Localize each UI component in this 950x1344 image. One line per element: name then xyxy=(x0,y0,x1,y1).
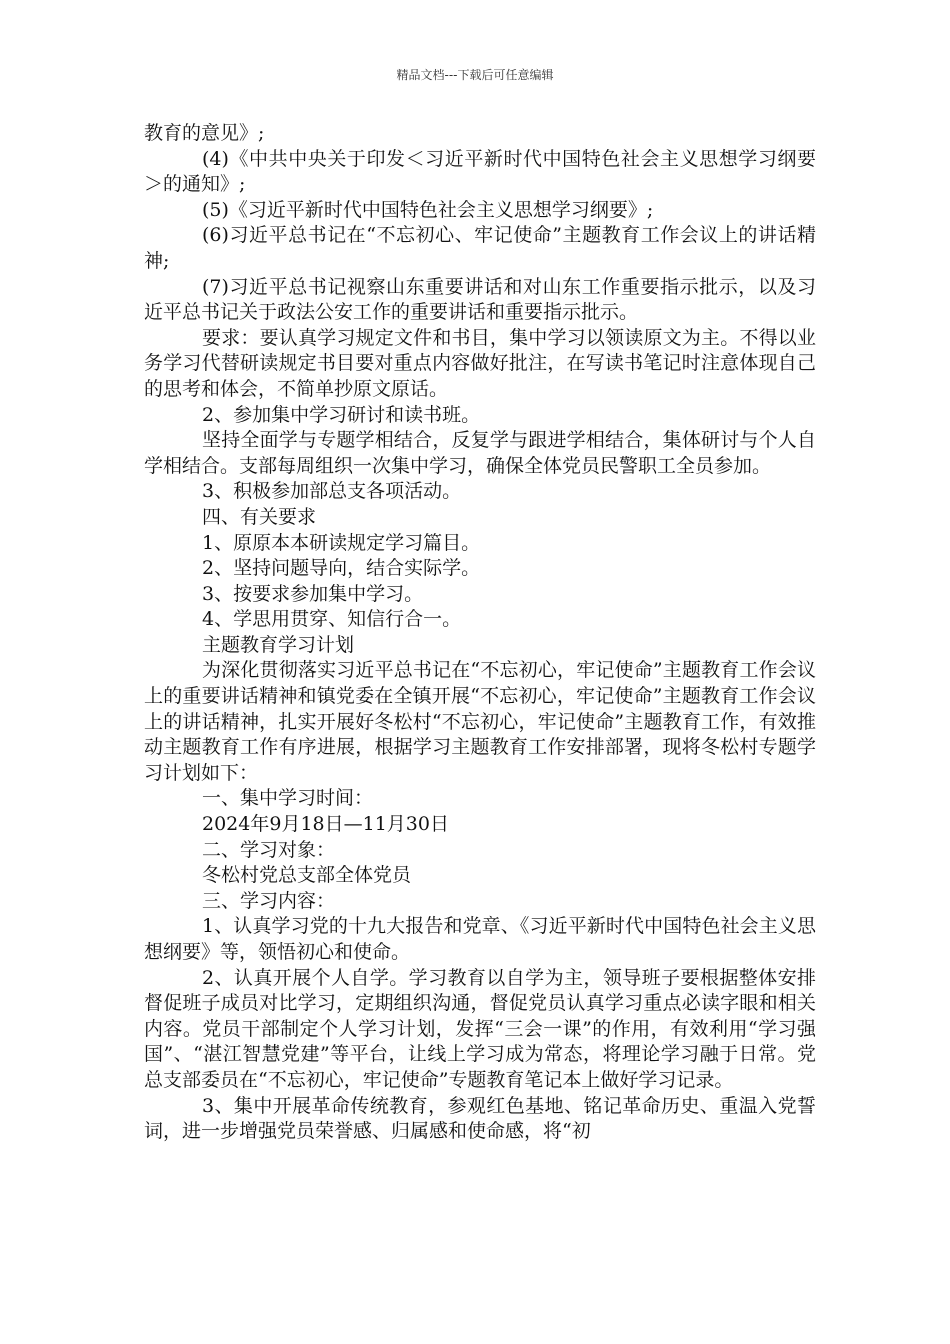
paragraph: 一、集中学习时间： xyxy=(202,787,374,810)
paragraph: 教育的意见》; xyxy=(144,122,265,144)
paragraph: (4)《中共中央关于印发＜习近平新时代中国特色社会主义思想学习纲要＞的通知》; xyxy=(144,147,816,196)
paragraph: 主题教育学习计划 xyxy=(202,633,355,656)
paragraph: 冬松村党总支部全体党员 xyxy=(202,864,412,887)
paragraph: (5)《习近平新时代中国特色社会主义思想学习纲要》; xyxy=(202,198,654,221)
paragraph: 1、原原本本研读规定学习篇目。 xyxy=(202,531,481,554)
paragraph: 2、参加集中学习研讨和读书班。 xyxy=(202,403,481,426)
paragraph: 4、学思用贯穿、知信行合一。 xyxy=(202,608,462,631)
paragraph: 3、按要求参加集中学习。 xyxy=(202,582,424,605)
paragraph: 四、有关要求 xyxy=(202,505,317,528)
paragraph: 坚持全面学与专题学相结合，反复学与跟进学相结合，集体研讨与个人自学相结合。支部每周组织一次集中学习，确保全体党员民警职工全员参加。 xyxy=(144,429,816,477)
paragraph: 3、集中开展革命传统教育，参观红色基地、铭记革命历史、重温入党誓词，进一步增强党员荣誉感、归属感和使命感，将“初 xyxy=(144,1094,816,1143)
paragraph: 2、认真开展个人自学。学习教育以自学为主，领导班子要根据整体安排督促班子成员对比学习，定期组织沟通，督促党员认真学习重点必读字眼和相关内容。党员干部制定个人学习计划，发挥“三会一课”的作用，有效利用“学习强国”、“湛江智慧党建”等平台，让线上学习成为常态，将理论学习融于日常。党总支部委员在“不忘初心，牢记使命”专题教育笔记本上做好学习记录。 xyxy=(144,966,816,1091)
paragraph: 3、积极参加部总支各项活动。 xyxy=(202,480,462,503)
paragraph: 二、学习对象： xyxy=(202,838,336,861)
paragraph: 为深化贯彻落实习近平总书记在“不忘初心，牢记使命”主题教育工作会议上的重要讲话精神和镇党委在全镇开展“不忘初心，牢记使命”主题教育工作会议上的讲话精神，扎实开展好冬松村“不忘初心，牢记使命”主题教育工作，有效推动主题教育工作有序进展，根据学习主题教育工作安排部署，现将冬松村专题学习计划如下： xyxy=(144,659,816,784)
paragraph: (6)习近平总书记在“不忘初心、牢记使命”主题教育工作会议上的讲话精神; xyxy=(144,224,816,272)
paragraph: (7)习近平总书记视察山东重要讲话和对山东工作重要指示批示，以及习近平总书记关于政法公安工作的重要讲话和重要指示批示。 xyxy=(144,275,816,324)
page-header: 精品文档---下载后可任意编辑 xyxy=(396,68,554,82)
paragraph: 要求：要认真学习规定文件和书目，集中学习以领读原文为主。不得以业务学习代替研读规定书目要对重点内容做好批注，在写读书笔记时注意体现自己的思考和体会，不简单抄原文原话。 xyxy=(144,326,816,400)
paragraph: 2024年9月18日—11月30日 xyxy=(202,813,449,836)
paragraph: 三、学习内容： xyxy=(202,889,336,912)
paragraph: 1、认真学习党的十九大报告和党章、《习近平新时代中国特色社会主义思想纲要》等，领悟初心和使命。 xyxy=(144,915,816,963)
paragraph: 2、坚持问题导向，结合实际学。 xyxy=(202,557,481,580)
document-body xyxy=(144,121,816,1145)
